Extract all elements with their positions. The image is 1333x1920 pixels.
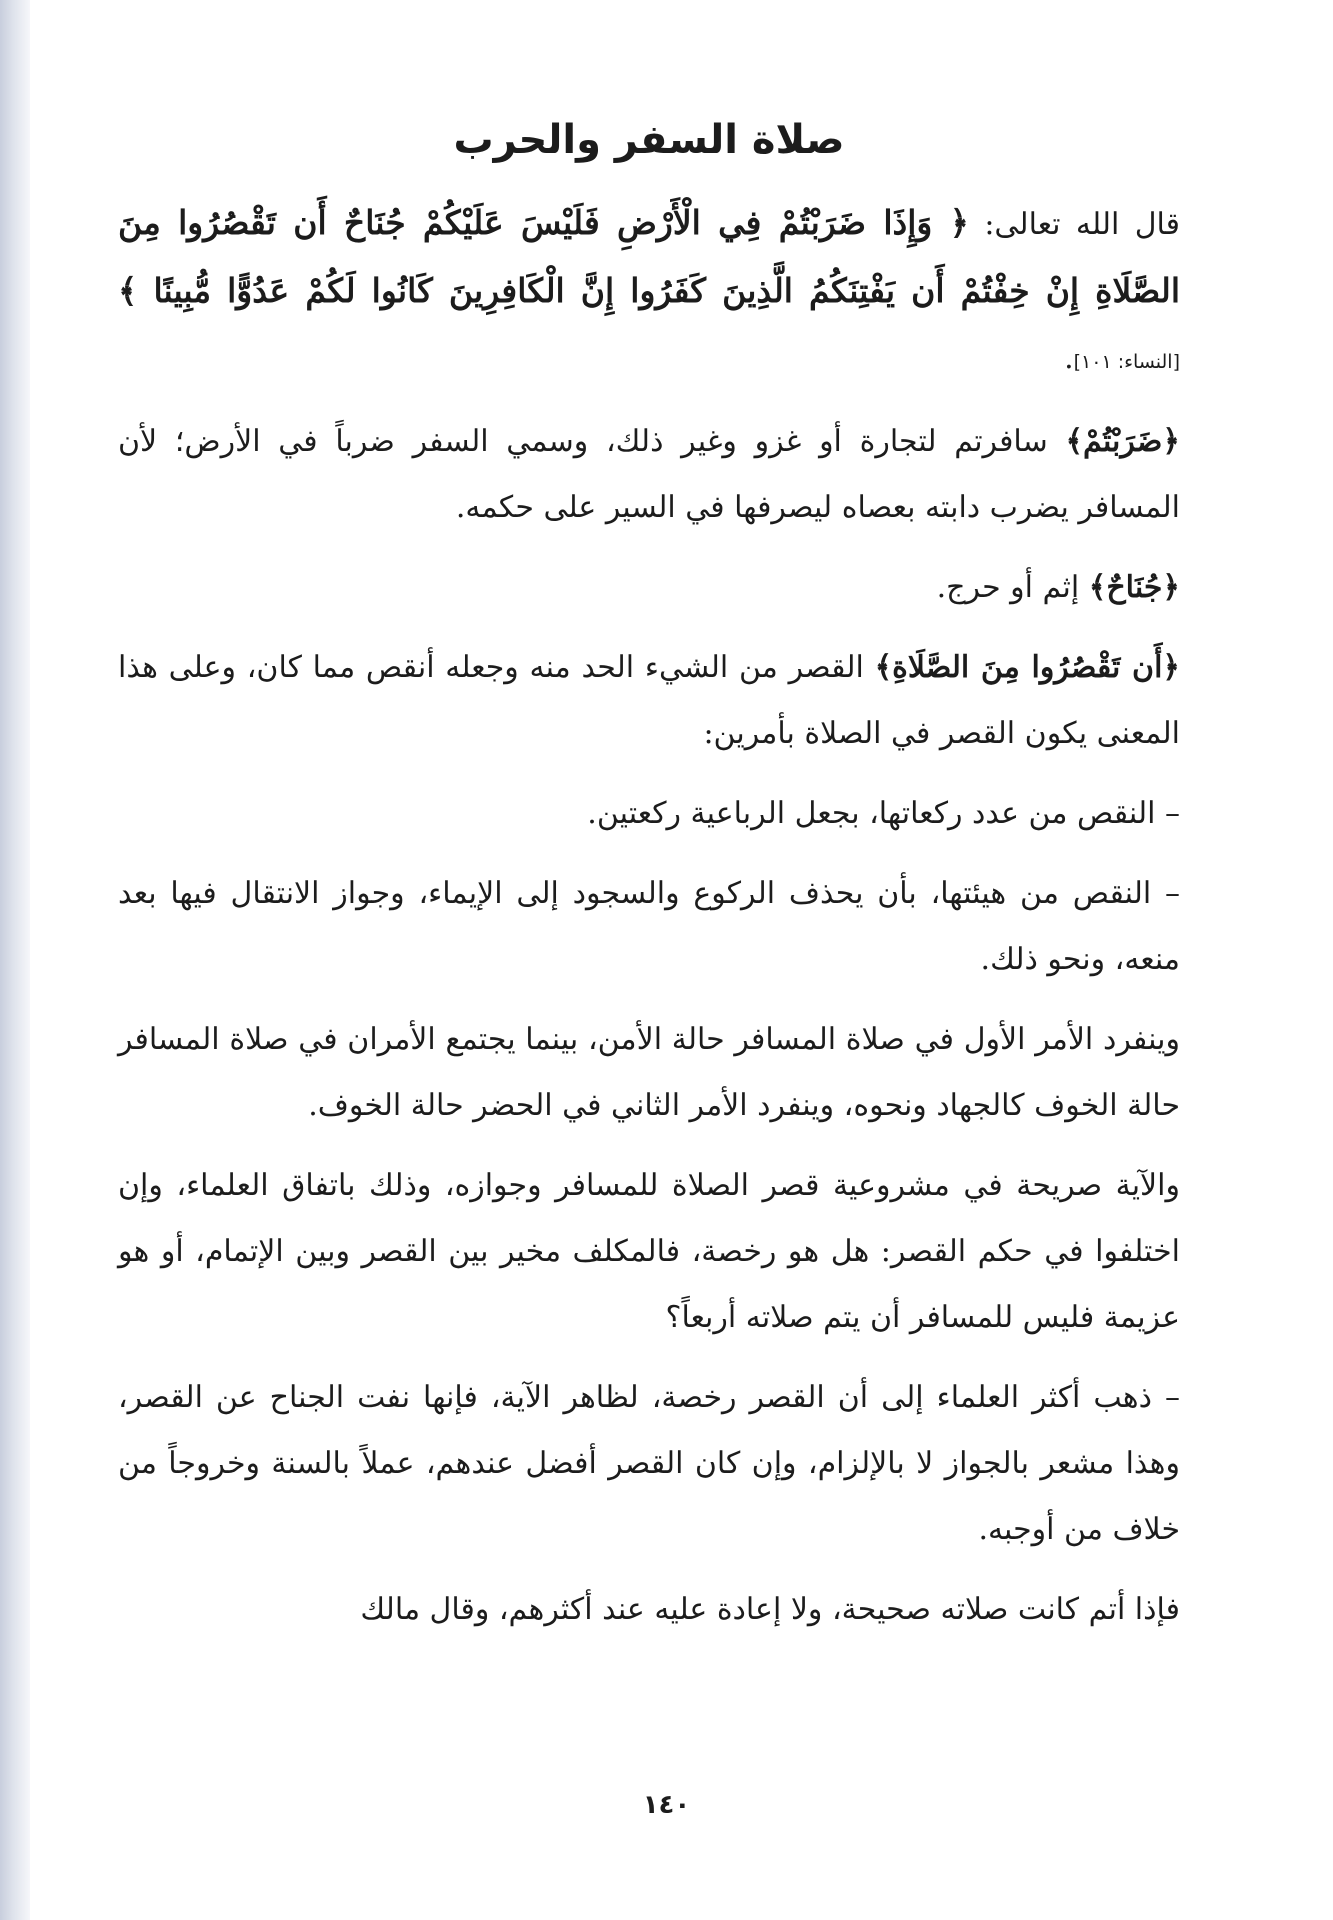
glossed-word: ﴿جُنَاحٌ﴾	[1088, 570, 1180, 605]
body-text	[118, 409, 1180, 1643]
paragraph-text: – النقص من هيئتها، بأن يحذف الركوع والسجود إلى الإيماء، وجواز الانتقال فيها بعد منعه، ونحو ذلك.	[118, 876, 1180, 977]
paragraph	[118, 1577, 1180, 1643]
paragraph-text: وينفرد الأمر الأول في صلاة المسافر حالة الأمن، بينما يجتمع الأمران في صلاة المسافر حالة الخوف كالجهاد ونحوه، وينفرد الأمر الثاني في الحضر حالة الخوف.	[118, 1022, 1180, 1123]
page-number: ١٤٠	[642, 1790, 691, 1820]
glossed-word: ﴿أَن تَقْصُرُوا مِنَ الصَّلَاةِ﴾	[874, 650, 1181, 685]
paragraph	[118, 1007, 1180, 1139]
page-title: صلاة السفر والحرب	[453, 117, 845, 163]
paragraph-text: إثم أو حرج.	[936, 570, 1089, 605]
paragraph	[118, 781, 1180, 847]
paragraph-text: والآية صريحة في مشروعية قصر الصلاة للمسافر وجوازه، وذلك باتفاق العلماء، وإن اختلفوا في حكم القصر: هل هو رخصة، فالمكلف مخير بين القصر وبين الإتمام، أو هو عزيمة فليس للمسافر أن يتم صلاته أربعاً؟	[118, 1168, 1180, 1335]
paragraph-text: – النقص من عدد ركعاتها، بجعل الرباعية ركعتين.	[587, 796, 1180, 831]
paragraph	[118, 861, 1180, 993]
verse-open-bracket: ﴿	[932, 203, 969, 242]
paragraph	[118, 635, 1180, 767]
binding-gutter	[0, 0, 30, 1920]
paragraph-text: القصر من الشيء الحد منه وجعله أنقص مما كان، وعلى هذا المعنى يكون القصر في الصلاة بأمرين:	[118, 650, 1180, 751]
glossed-word: ﴿ضَرَبْتُمْ﴾	[1065, 424, 1180, 459]
verse-intro: قال الله تعالى:	[968, 207, 1180, 242]
paragraph	[118, 409, 1180, 541]
paragraph-text: فإذا أتم كانت صلاته صحيحة، ولا إعادة عليه عند أكثرهم، وقال مالك	[360, 1592, 1180, 1627]
verse-end: .	[1064, 341, 1074, 376]
quran-verse: وَإِذَا ضَرَبْتُمْ فِي الْأَرْضِ فَلَيْسَ عَلَيْكُمْ جُنَاحٌ أَن تَقْصُرُوا مِنَ الصَّلَاةِ إِنْ خِفْتُمْ أَن يَفْتِنَكُمُ الَّذِينَ كَفَرُوا إِنَّ الْكَافِرِينَ كَانُوا لَكُمْ عَدُوًّا مُّبِينًا	[118, 203, 1181, 310]
verse-citation: [النساء: ١٠١]	[1073, 351, 1180, 373]
book-page	[118, 110, 1180, 1790]
paragraph	[118, 1365, 1180, 1563]
verse-close-bracket: ﴾	[118, 271, 154, 310]
verse-block	[118, 190, 1180, 395]
paragraph-text: سافرتم لتجارة أو غزو وغير ذلك، وسمي السفر ضرباً في الأرض؛ لأن المسافر يضرب دابته بعصاه ليصرفها في السير على حكمه.	[118, 424, 1180, 525]
paragraph	[118, 1153, 1180, 1351]
paragraph	[118, 555, 1180, 621]
paragraph-text: – ذهب أكثر العلماء إلى أن القصر رخصة، لظاهر الآية، فإنها نفت الجناح عن القصر، وهذا مشعر بالجواز لا بالإلزام، وإن كان القصر أفضل عندهم، عملاً بالسنة وخروجاً من خلاف من أوجبه.	[118, 1380, 1180, 1547]
